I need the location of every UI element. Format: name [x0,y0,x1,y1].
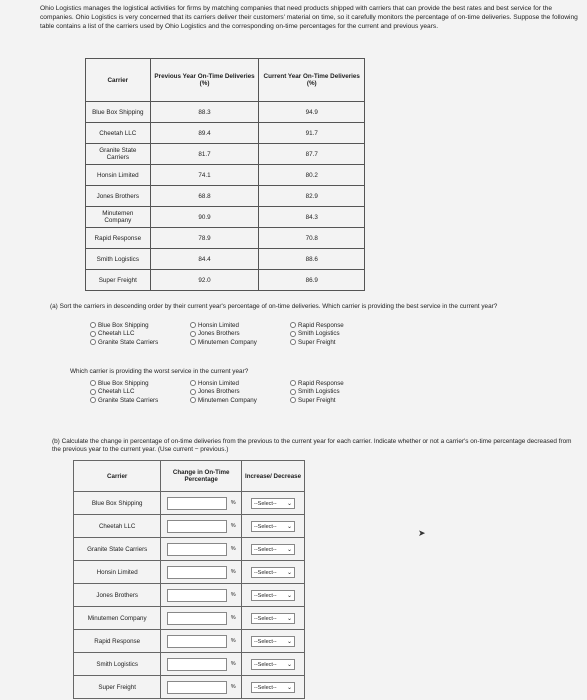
carrier-cell: Super Freight [86,270,151,291]
radio-label: Minutemen Company [198,338,257,346]
radio-label: Smith Logistics [298,330,340,338]
select-placeholder: --Select-- [254,592,277,599]
carrier-cell: Super Freight [74,676,161,699]
percent-symbol: % [230,661,236,667]
carrier-cell: Cheetah LLC [74,515,161,538]
header-previous-year: Previous Year On-Time Deliveries (%) [150,59,259,102]
header-carrier-b: Carrier [74,461,161,492]
increase-decrease-select[interactable] [251,590,295,601]
radio-label: Granite State Carriers [98,338,159,346]
carrier-cell: Smith Logistics [86,249,151,270]
increase-decrease-cell [242,561,305,584]
increase-decrease-select[interactable] [251,544,295,555]
radio-button[interactable] [90,380,96,386]
current-year-cell: 88.6 [259,249,365,270]
previous-year-cell: 74.1 [150,165,259,186]
radio-option[interactable] [90,388,190,397]
change-cell [161,515,242,538]
carrier-cell: Jones Brothers [74,584,161,607]
carrier-cell: Minutemen Company [86,207,151,228]
increase-decrease-cell [242,538,305,561]
radio-button[interactable] [190,339,196,345]
current-year-cell: 84.3 [259,207,365,228]
chevron-down-icon: ⌄ [286,569,293,576]
on-time-table [85,58,365,291]
header-increase-decrease: Increase/ Decrease [242,461,305,492]
increase-decrease-cell [242,676,305,699]
current-year-cell: 80.2 [259,165,365,186]
table-row [74,607,305,630]
chevron-down-icon: ⌄ [286,684,293,691]
current-year-cell: 86.9 [259,270,365,291]
change-input[interactable] [167,543,227,556]
radio-option[interactable] [190,321,290,330]
percent-symbol: % [230,592,236,598]
select-placeholder: --Select-- [254,500,277,507]
select-placeholder: --Select-- [254,615,277,622]
current-year-cell: 70.8 [259,228,365,249]
radio-label: Smith Logistics [298,388,340,396]
radio-label: Granite State Carriers [98,396,159,404]
radio-button[interactable] [190,331,196,337]
increase-decrease-cell [242,515,305,538]
table-row [86,144,365,165]
table-row [74,630,305,653]
table-row [74,584,305,607]
table-row [74,538,305,561]
percent-symbol: % [230,569,236,575]
radio-label: Honsin Limited [198,321,239,329]
select-placeholder: --Select-- [254,546,277,553]
current-year-cell: 87.7 [259,144,365,165]
carrier-cell: Honsin Limited [86,165,151,186]
radio-option[interactable] [90,330,190,339]
select-placeholder: --Select-- [254,661,277,668]
part-b-question: (b) Calculate the change in percentage of on-time deliveries from the previous to the current year for each carrier. Indicate whether or not a carrier's on-time percentage decreased from the previous year to the current year. (Use current − previous.) [52,438,572,453]
table-row [86,228,365,249]
percent-symbol: % [230,546,236,552]
radio-option[interactable] [90,379,190,388]
change-cell [161,584,242,607]
radio-button[interactable] [90,397,96,403]
percent-symbol: % [230,615,236,621]
increase-decrease-select[interactable] [251,682,295,693]
radio-label: Blue Box Shipping [98,321,149,329]
select-placeholder: --Select-- [254,523,277,530]
radio-option[interactable] [190,330,290,339]
table-row [86,123,365,144]
carrier-cell: Smith Logistics [74,653,161,676]
change-cell [161,538,242,561]
part-a-question-2: Which carrier is providing the worst service in the current year? [70,368,249,375]
radio-label: Super Freight [298,396,336,404]
radio-button[interactable] [90,339,96,345]
radio-button[interactable] [90,322,96,328]
carrier-cell: Cheetah LLC [86,123,151,144]
radio-button[interactable] [290,339,296,345]
change-input[interactable] [167,566,227,579]
increase-decrease-select[interactable] [251,659,295,670]
radio-button[interactable] [90,389,96,395]
table-row [74,492,305,515]
increase-decrease-select[interactable] [251,521,295,532]
current-year-cell: 91.7 [259,123,365,144]
radio-label: Cheetah LLC [98,388,135,396]
change-input[interactable] [167,612,227,625]
worst-carrier-radio-group [90,379,390,405]
radio-option[interactable] [90,396,190,405]
table-row [86,207,365,228]
previous-year-cell: 84.4 [150,249,259,270]
previous-year-cell: 90.9 [150,207,259,228]
change-cell [161,676,242,699]
table-row [74,515,305,538]
radio-label: Rapid Response [298,321,344,329]
increase-decrease-select[interactable] [251,636,295,647]
carrier-cell: Rapid Response [86,228,151,249]
radio-option[interactable] [290,379,390,388]
radio-button[interactable] [290,322,296,328]
chevron-down-icon: ⌄ [286,523,293,530]
radio-button[interactable] [290,380,296,386]
change-cell [161,492,242,515]
radio-button[interactable] [190,389,196,395]
change-cell [161,653,242,676]
chevron-down-icon: ⌄ [286,638,293,645]
increase-decrease-cell [242,653,305,676]
increase-decrease-cell [242,584,305,607]
best-carrier-radio-group [90,321,390,347]
table-row [86,102,365,123]
increase-decrease-cell [242,492,305,515]
radio-option[interactable] [190,379,290,388]
radio-button[interactable] [190,397,196,403]
radio-option[interactable] [290,321,390,330]
radio-button[interactable] [190,322,196,328]
change-input[interactable] [167,497,227,510]
radio-label: Jones Brothers [198,330,240,338]
radio-option[interactable] [290,338,390,347]
increase-decrease-cell [242,630,305,653]
radio-option[interactable] [290,396,390,405]
radio-option[interactable] [190,338,290,347]
chevron-down-icon: ⌄ [286,615,293,622]
change-input[interactable] [167,658,227,671]
previous-year-cell: 68.8 [150,186,259,207]
table-row [74,561,305,584]
header-change: Change in On-Time Percentage [161,461,242,492]
radio-button[interactable] [190,380,196,386]
radio-button[interactable] [290,389,296,395]
radio-button[interactable] [290,397,296,403]
intro-paragraph: Ohio Logistics manages the logistical activities for firms by matching companies that need products shipped with carriers that can provide the best rates and best service for the companies. Ohio Logistics is very concerned that its carriers deliver their customers' material on time, so it carefully monitors the percentage of on-time deliveries. Suppose the following table contains a list of the carriers used by Ohio Logistics and the corresponding on-time percentages for the current and previous years. [40,5,578,30]
previous-year-cell: 78.9 [150,228,259,249]
table-row [74,653,305,676]
radio-label: Jones Brothers [198,388,240,396]
carrier-cell: Minutemen Company [74,607,161,630]
table-row [86,165,365,186]
radio-option[interactable] [90,321,190,330]
percent-symbol: % [230,523,236,529]
increase-decrease-select[interactable] [251,613,295,624]
increase-decrease-select[interactable] [251,498,295,509]
table-row [86,249,365,270]
table-row [86,270,365,291]
carrier-cell: Rapid Response [74,630,161,653]
change-cell [161,561,242,584]
select-placeholder: --Select-- [254,684,277,691]
percent-symbol: % [230,500,236,506]
chevron-down-icon: ⌄ [286,661,293,668]
change-input[interactable] [167,635,227,648]
select-placeholder: --Select-- [254,569,277,576]
percent-symbol: % [230,638,236,644]
chevron-down-icon: ⌄ [286,592,293,599]
chevron-down-icon: ⌄ [286,500,293,507]
carrier-cell: Honsin Limited [74,561,161,584]
carrier-cell: Jones Brothers [86,186,151,207]
carrier-cell: Granite State Carriers [74,538,161,561]
radio-option[interactable] [290,388,390,397]
header-current-year: Current Year On-Time Deliveries (%) [259,59,365,102]
carrier-cell: Blue Box Shipping [86,102,151,123]
carrier-cell: Granite State Carriers [86,144,151,165]
radio-label: Super Freight [298,338,336,346]
table-row [86,186,365,207]
change-input[interactable] [167,681,227,694]
mouse-cursor-icon: ➤ [418,528,426,538]
change-cell [161,607,242,630]
radio-option[interactable] [290,330,390,339]
radio-option[interactable] [90,338,190,347]
change-cell [161,630,242,653]
carrier-cell: Blue Box Shipping [74,492,161,515]
radio-label: Rapid Response [298,379,344,387]
change-input[interactable] [167,520,227,533]
increase-decrease-select[interactable] [251,567,295,578]
chevron-down-icon: ⌄ [286,546,293,553]
table-row [74,676,305,699]
select-placeholder: --Select-- [254,638,277,645]
radio-label: Minutemen Company [198,396,257,404]
radio-label: Blue Box Shipping [98,379,149,387]
current-year-cell: 94.9 [259,102,365,123]
percent-symbol: % [230,684,236,690]
part-a-question-1: (a) Sort the carriers in descending order by their current year's percentage of on-time deliveries. Which carrier is providing the best service in the current year? [50,303,498,310]
change-table [73,460,305,699]
radio-button[interactable] [290,331,296,337]
header-carrier: Carrier [86,59,151,102]
previous-year-cell: 89.4 [150,123,259,144]
increase-decrease-cell [242,607,305,630]
current-year-cell: 82.9 [259,186,365,207]
radio-option[interactable] [190,388,290,397]
radio-label: Honsin Limited [198,379,239,387]
change-input[interactable] [167,589,227,602]
radio-label: Cheetah LLC [98,330,135,338]
previous-year-cell: 88.3 [150,102,259,123]
previous-year-cell: 81.7 [150,144,259,165]
radio-button[interactable] [90,331,96,337]
radio-option[interactable] [190,396,290,405]
previous-year-cell: 92.0 [150,270,259,291]
